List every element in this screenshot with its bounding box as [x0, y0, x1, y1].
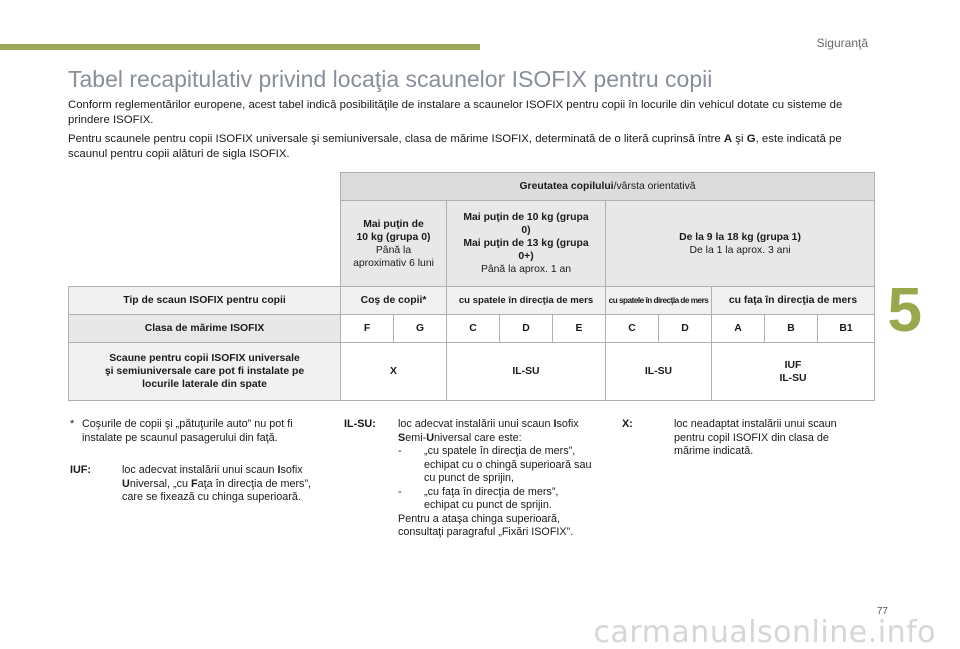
intro-paragraph-2: Pentru scaunele pentru copii ISOFIX universale şi semiuniversale, clasa de mărime ISOFIX, determinată de o literă cuprinsă între A şi G, este indicată pe scaunul pentru copii alături de sigla ISOFIX. [68, 133, 842, 160]
table-cell: B [765, 315, 818, 343]
table-row [69, 287, 875, 315]
table-cell: A [712, 315, 765, 343]
table-cell: D [500, 315, 553, 343]
watermark-text: carmanualsonline.info [593, 615, 936, 649]
page-title: Tabel recapitulativ privind locaţia scaunelor ISOFIX pentru copii [68, 66, 713, 92]
chapter-number: 5 [887, 276, 922, 345]
table-cell: Coş de copii* [341, 287, 447, 315]
page-number: 77 [876, 606, 888, 617]
isofix-summary-table [68, 172, 875, 401]
table-cell: C [606, 315, 659, 343]
table-cell: cu faţa în direcţia de mers [712, 287, 875, 315]
group-cell: De la 9 la 18 kg (grupa 1) De la 1 la aprox. 3 ani [606, 201, 875, 287]
table-cell: cu spatele în direcţia de mers [447, 287, 606, 315]
table-row [69, 343, 875, 401]
table-cell: X [341, 343, 447, 401]
weight-header-cell: Greutatea copilului/vârsta orientativă [341, 173, 875, 201]
seat-row-label: Scaune pentru copii ISOFIX universale şi semiuniversale care pot fi instalate pe locurile laterale din spate [69, 343, 341, 401]
table-cell: F [341, 315, 394, 343]
list-item: - „cu spatele în direcţia de mers”, echipat cu o chingă superioară sau cu punct de sprijin, [398, 445, 592, 484]
table-cell: E [553, 315, 606, 343]
table-cell: IL-SU [606, 343, 712, 401]
type-row-label: Tip de scaun ISOFIX pentru copii [69, 287, 341, 315]
footnote-star: * Coşurile de copii şi „pătuţurile auto” nu pot fi instalate pe scaunul pasagerului din faţă. [70, 418, 293, 444]
table-cell: G [394, 315, 447, 343]
table-cell: D [659, 315, 712, 343]
table-row [69, 201, 875, 287]
class-row-label: Clasa de mărime ISOFIX [69, 315, 341, 343]
table-cell: C [447, 315, 500, 343]
list-item: - „cu faţa în direcţia de mers”, echipat cu punct de sprijin. [398, 485, 559, 511]
table-cell: IUF IL-SU [712, 343, 875, 401]
table-cell: B1 [818, 315, 875, 343]
legend-il-su: IL-SU: loc adecvat instalării unui scaun Isofix Semi-Universal care este: - „cu spatele în direcţia de mers”, echipat cu o chingă superioară sau cu punct de sprijin, - „cu faţa în direcţia de mers”, echipat cu punct de sprijin. Pentru a ataşa chinga superioară, consultaţi paragraful „Fixări ISOFIX”. [344, 418, 594, 540]
section-label: Siguranţă [816, 36, 868, 50]
header-accent-bar [0, 44, 480, 50]
table-row [69, 315, 875, 343]
group-cell: Mai puţin de 10 kg (grupa 0) Până la aproximativ 6 luni [341, 201, 447, 287]
legend-x: X: loc neadaptat instalării unui scaun pentru copil ISOFIX din clasa de mărime indicată. [622, 418, 837, 457]
table-row [69, 173, 875, 201]
table-cell: cu spatele în direcţia de mers [606, 287, 712, 315]
legend-iuf: IUF: loc adecvat instalării unui scaun Isofix Universal, „cu Faţa în direcţia de mers”, care se fixează cu chinga superioară. [70, 464, 312, 503]
intro-paragraph-1: Conform reglementărilor europene, acest tabel indică posibilităţile de instalare a scaunelor ISOFIX pentru copii în locurile din vehicul dotate cu sisteme de prindere ISOFIX. [68, 99, 843, 126]
table-cell: IL-SU [447, 343, 606, 401]
group-cell: Mai puţin de 10 kg (grupa 0) Mai puţin de 13 kg (grupa 0+) Până la aprox. 1 an [447, 201, 606, 287]
